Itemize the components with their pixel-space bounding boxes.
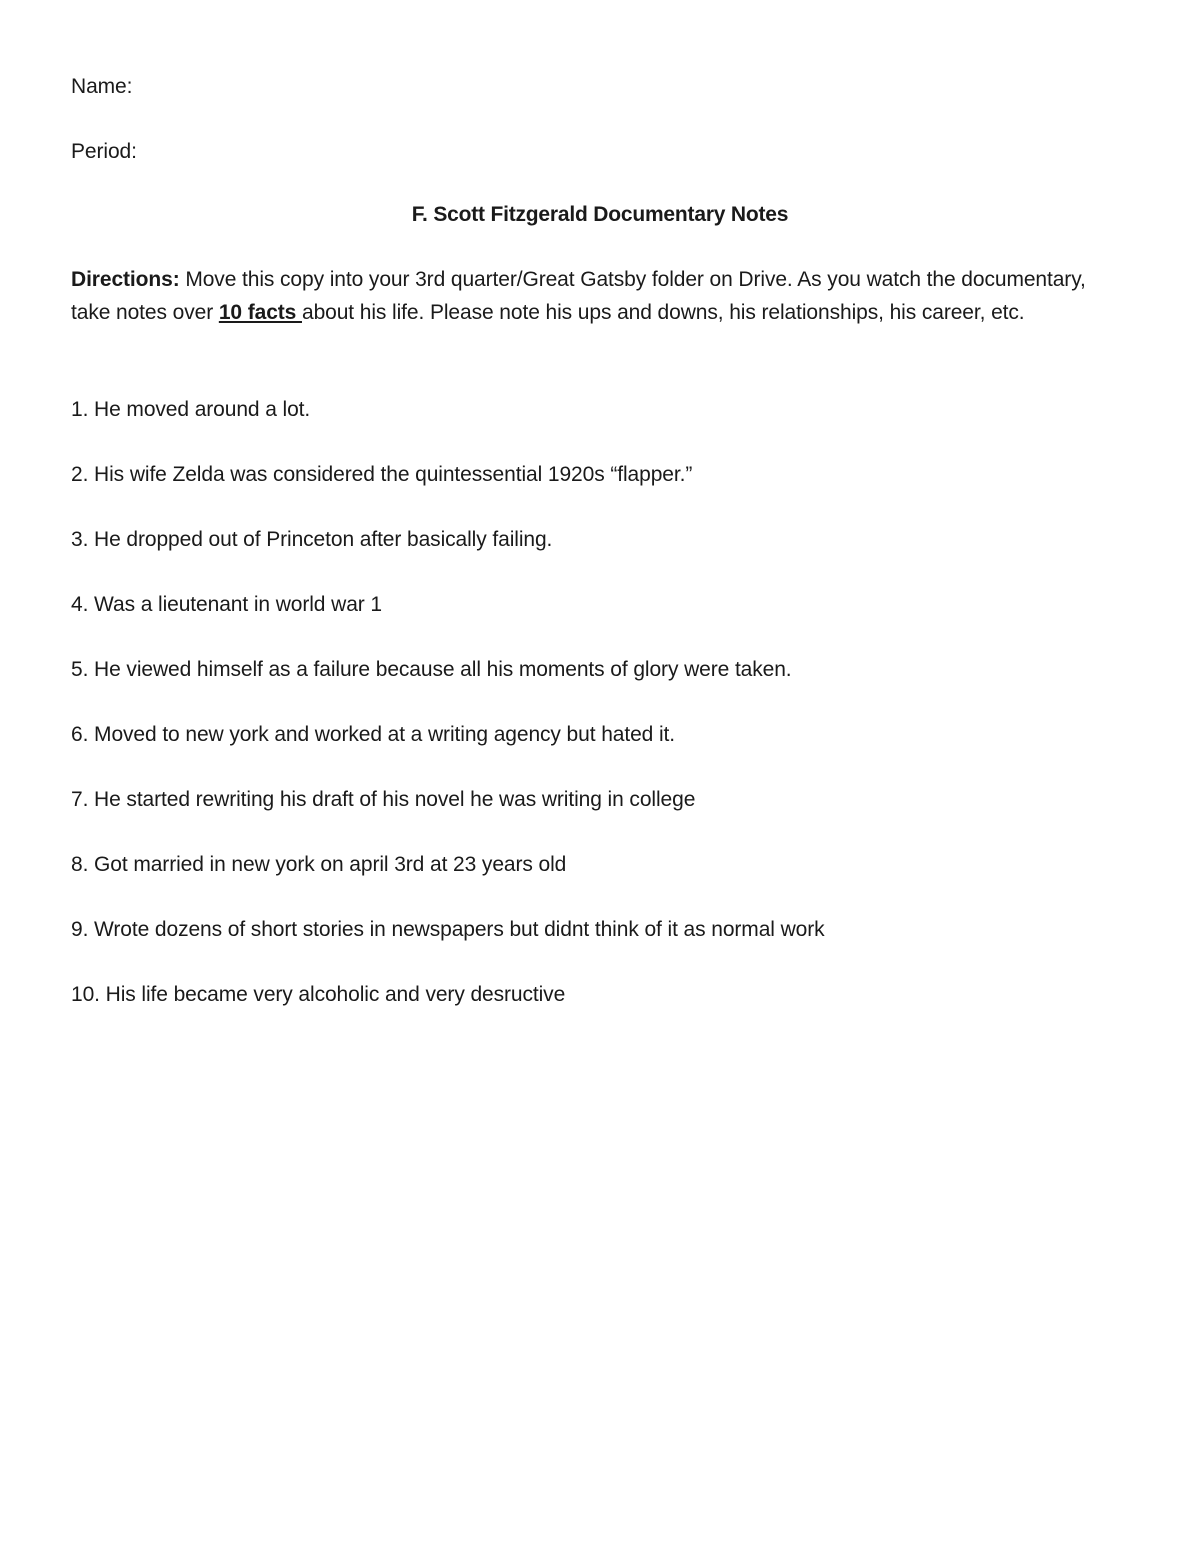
fact-item-1: 1. He moved around a lot.	[71, 398, 311, 421]
fact-item-5: 5. He viewed himself as a failure because all his moments of glory were taken.	[71, 658, 792, 681]
name-label: Name:	[71, 75, 133, 98]
fact-item-6: 6. Moved to new york and worked at a writing agency but hated it.	[71, 723, 676, 746]
fact-item-4: 4. Was a lieutenant in world war 1	[71, 593, 382, 616]
fact-item-10: 10. His life became very alcoholic and very desructive	[71, 983, 566, 1006]
directions-emphasis: 10 facts	[218, 301, 302, 324]
fact-item-9: 9. Wrote dozens of short stories in newspapers but didnt think of it as normal work	[71, 918, 825, 941]
fact-item-3: 3. He dropped out of Princeton after basically failing.	[71, 528, 553, 551]
directions-text-before: Move this copy into your 3rd quarter/Great Gatsby folder on Drive. As you watch the documentary, take notes over	[71, 268, 1086, 324]
fact-item-2: 2. His wife Zelda was considered the quintessential 1920s “flapper.”	[71, 463, 693, 486]
document-title: F. Scott Fitzgerald Documentary Notes	[411, 203, 789, 226]
directions-label: Directions:	[71, 268, 180, 291]
period-label: Period:	[71, 140, 137, 163]
directions-paragraph	[71, 263, 1111, 329]
fact-item-8: 8. Got married in new york on april 3rd at 23 years old	[71, 853, 567, 876]
fact-item-7: 7. He started rewriting his draft of his novel he was writing in college	[71, 788, 696, 811]
directions-text-after: about his life. Please note his ups and downs, his relationships, his career, etc.	[301, 301, 1025, 324]
